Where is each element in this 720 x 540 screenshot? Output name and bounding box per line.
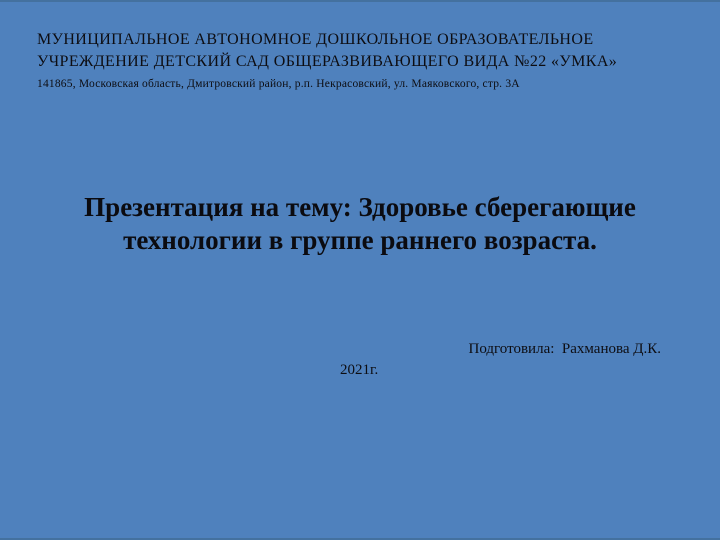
prepared-by-credit: Подготовила: Рахманова Д.К. [468, 341, 661, 357]
slide-top-edge [0, 0, 720, 2]
organization-address: 141865, Московская область, Дмитровский район, р.п. Некрасовский, ул. Маяковского, стр. 3А [37, 78, 520, 90]
organization-name-line2: УЧРЕЖДЕНИЕ ДЕТСКИЙ САД ОБЩЕРАЗВИВАЮЩЕГО ВИДА №22 «УМКА» [37, 53, 618, 70]
slide-title-line2: технологии в группе раннего возраста. [123, 225, 597, 255]
organization-header [37, 29, 687, 92]
slide-title [0, 191, 720, 257]
year-label: 2021г. [340, 362, 379, 378]
organization-name-line1: МУНИЦИПАЛЬНОЕ АВТОНОМНОЕ ДОШКОЛЬНОЕ ОБРАЗОВАТЕЛЬНОЕ [37, 31, 594, 48]
slide-title-line1: Презентация на тему: Здоровье сберегающие [84, 192, 636, 222]
